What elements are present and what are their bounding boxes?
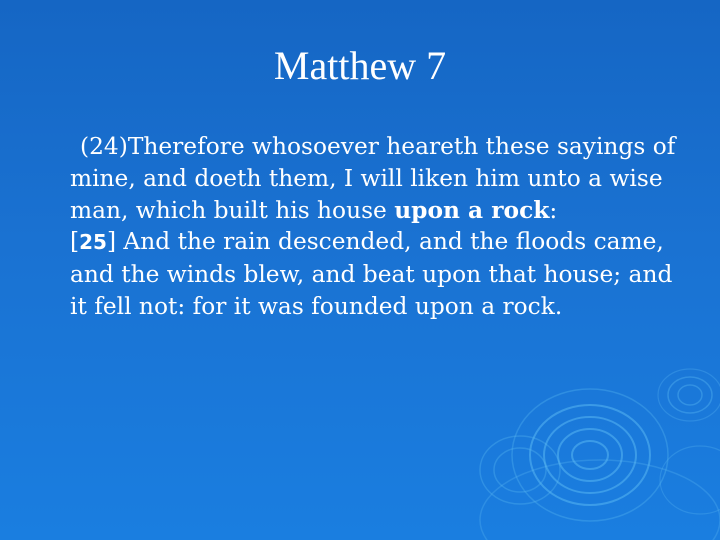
verse-25-text: And the rain descended, and the floods came, and the winds blew, and beat upon that house; and it fell not: for it was founded upon a rock. (70, 228, 673, 320)
verse-24 (70, 131, 690, 226)
verse-25-bracket-open: [ (70, 228, 80, 256)
verse-24-number: (24) (80, 133, 128, 160)
verse-25-number: 25 (79, 230, 107, 255)
scripture-passage (70, 131, 690, 323)
verse-25-bracket-close: ] (106, 228, 117, 256)
verse-24-text: Therefore whosoever heareth these sayings of mine, and doeth them, I will liken him unto a wise man, which built his house (70, 133, 676, 224)
slide-title: Matthew 7 (273, 43, 447, 88)
verse-24-end: : (549, 196, 558, 224)
verse-24-emphasis: upon a rock (394, 196, 550, 224)
verse-25 (70, 226, 690, 322)
